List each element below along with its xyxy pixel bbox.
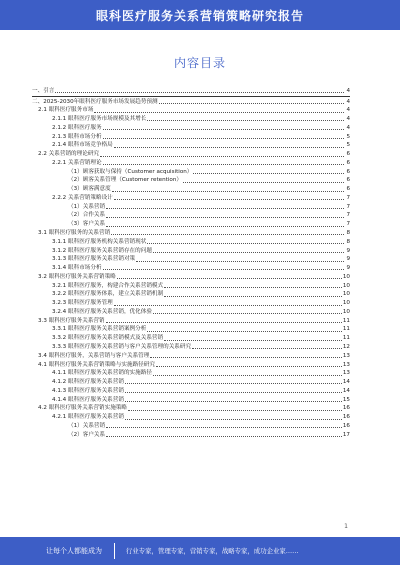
toc-entry-page: 12	[342, 343, 350, 350]
toc-entry-label: （1）关系营销	[68, 422, 106, 429]
toc-entry[interactable]	[32, 263, 350, 272]
toc-entry[interactable]	[32, 149, 350, 158]
toc-entry-page: 14	[342, 379, 350, 386]
toc-leader-dots	[100, 156, 344, 157]
toc-entry-page: 16	[342, 405, 350, 412]
toc-title: 内容目录	[173, 56, 226, 70]
footer-slogan: 让每个人都能成为	[46, 547, 102, 555]
toc-entry[interactable]	[32, 316, 350, 325]
toc-leader-dots	[128, 410, 342, 411]
document-title: 眼科医疗服务关系营销策略研究报告	[95, 8, 304, 23]
toc-entry-page: 17	[342, 431, 350, 438]
toc-leader-dots	[94, 112, 344, 113]
toc-entry[interactable]	[32, 404, 350, 413]
toc-entry-page: 8	[346, 230, 350, 237]
toc-entry-page: 4	[346, 116, 350, 123]
toc-leader-dots	[147, 243, 344, 244]
toc-entry-page: 6	[346, 168, 350, 175]
toc-entry[interactable]	[32, 325, 350, 334]
toc-entry-label: 4.1.3 眼科医疗服务关系营销	[52, 387, 124, 394]
toc-entry[interactable]	[32, 307, 350, 316]
toc-entry-label: 4.1.1 眼科医疗服务关系营销的实施路径	[52, 370, 152, 377]
footer-divider	[114, 543, 115, 559]
toc-leader-dots	[106, 436, 342, 437]
toc-entry-label: 3.1.3 眼科医疗服务关系营销对策	[52, 256, 136, 263]
toc-leader-dots	[153, 313, 342, 314]
toc-entry-page: 16	[342, 422, 350, 429]
toc-entry-label: 4.2 眼科医疗服务关系营销实施策略	[38, 405, 127, 412]
toc-entry[interactable]	[32, 132, 350, 141]
toc-leader-dots	[106, 427, 342, 428]
toc-leader-dots	[164, 340, 342, 341]
toc-leader-dots	[153, 252, 344, 253]
toc-leader-dots	[114, 305, 342, 306]
toc-entry-label: （3）顾客满意度	[68, 186, 111, 193]
toc-leader-dots	[150, 357, 342, 358]
toc-entry[interactable]	[32, 412, 350, 421]
toc-entry-page: 11	[342, 335, 350, 342]
toc-entry-page: 7	[346, 212, 350, 219]
toc-entry-page: 10	[342, 273, 350, 280]
toc-entry-label: （2）合作关系	[68, 212, 106, 219]
toc-entry-page: 7	[346, 221, 350, 228]
toc-entry-page: 9	[346, 265, 350, 272]
toc-leader-dots	[156, 366, 342, 367]
toc-entry-label: 2.1.1 眼科医疗服务市场规模及其增长	[52, 116, 147, 123]
toc-entry[interactable]	[32, 211, 350, 220]
toc-entry-label: 3.2.3 眼科医疗服务管理	[52, 300, 113, 307]
toc-leader-dots	[103, 164, 344, 165]
toc-leader-dots	[55, 92, 344, 93]
toc-leader-dots	[164, 287, 342, 288]
toc-entry-page: 13	[342, 352, 350, 359]
toc-leader-dots	[114, 199, 344, 200]
toc-leader-dots	[112, 191, 344, 192]
toc-entry-page: 11	[342, 317, 350, 324]
toc-entry[interactable]	[32, 421, 350, 430]
toc-entry-page: 4	[346, 124, 350, 131]
toc-entry-label: 3.2.1 眼科医疗服务，构建合作关系营销模式	[52, 282, 164, 289]
toc-leader-dots	[117, 278, 342, 279]
toc-entry-label: 3.3 眼科医疗服务关系营销	[38, 317, 105, 324]
toc-leader-dots	[147, 120, 344, 121]
toc-entry-label: 4.1.2 眼科医疗服务关系营销	[52, 379, 124, 386]
toc-leader-dots	[159, 103, 344, 104]
toc-entry-page: 10	[342, 282, 350, 289]
toc-entry[interactable]	[32, 202, 350, 211]
toc-leader-dots	[125, 383, 342, 384]
toc-entry[interactable]	[32, 114, 350, 123]
toc-entry-label: 3.1 眼科医疗服务的关系营销	[38, 230, 111, 237]
toc-entry[interactable]	[32, 193, 350, 202]
toc-entry-label: 2.1.2 眼科医疗服务	[52, 124, 102, 131]
toc-entry-page: 14	[342, 387, 350, 394]
toc-entry-label: 3.2.4 眼科医疗服务关系营销，优化体验	[52, 308, 152, 315]
toc-entry-page: 9	[346, 247, 350, 254]
toc-entry-page: 7	[346, 203, 350, 210]
toc-leader-dots	[164, 296, 342, 297]
toc-leader-dots	[125, 419, 342, 420]
toc-leader-dots	[103, 138, 344, 139]
document-header	[0, 0, 400, 30]
toc-leader-dots	[106, 217, 344, 218]
toc-entry[interactable]	[32, 369, 350, 378]
toc-entry[interactable]	[32, 167, 350, 176]
toc-entry-label: 二、2025-2030年眼科医疗服务市场发展趋势预测	[32, 98, 158, 105]
toc-entry[interactable]	[32, 176, 350, 185]
toc-entry-label: 3.4 眼科医疗服务，关系营销与客户关系管理	[38, 352, 150, 359]
toc-entry-page: 10	[342, 308, 350, 315]
footer-tagline: 行业专家，管理专家，营销专家，战略专家，成功企业家……	[126, 547, 299, 555]
toc-entry[interactable]	[32, 123, 350, 132]
toc-entry-page: 11	[342, 326, 350, 333]
toc-entry-label: 4.1.4 眼科医疗服务关系营销	[52, 396, 124, 403]
toc-entry-label: 3.1.2 眼科医疗服务关系营销存在的问题	[52, 247, 152, 254]
toc-leader-dots	[106, 226, 344, 227]
toc-entry-label: 2.2 关系营销的理论研究	[38, 151, 100, 158]
toc-leader-dots	[106, 322, 342, 323]
toc-entry-page: 4	[346, 87, 350, 94]
toc-entry-page: 7	[346, 194, 350, 201]
toc-entry-page: 6	[346, 159, 350, 166]
toc-entry[interactable]	[32, 158, 350, 167]
toc-entry[interactable]	[32, 219, 350, 228]
toc-entry-page: 6	[346, 151, 350, 158]
toc-entry[interactable]	[32, 395, 350, 404]
toc-entry-label: 一、引言	[32, 87, 55, 94]
toc-entry[interactable]	[32, 360, 350, 369]
toc-leader-dots	[125, 401, 342, 402]
toc-entry-page: 10	[342, 300, 350, 307]
toc-leader-dots	[103, 129, 344, 130]
document-footer	[0, 537, 400, 565]
toc-entry[interactable]	[32, 246, 350, 255]
table-of-contents	[32, 86, 350, 439]
toc-entry[interactable]	[32, 255, 350, 264]
toc-entry-label: 3.3.3 眼科医疗服务关系营销与客户关系管理的关系研究	[52, 343, 192, 350]
toc-entry[interactable]	[32, 237, 350, 246]
toc-entry-label: 2.2.1 关系营销理论	[52, 159, 102, 166]
toc-leader-dots	[125, 392, 342, 393]
toc-entry[interactable]	[32, 342, 350, 351]
toc-entry[interactable]	[32, 97, 350, 106]
toc-leader-dots	[193, 173, 344, 174]
toc-entry[interactable]	[32, 228, 350, 237]
toc-entry[interactable]	[32, 184, 350, 193]
toc-entry-label: （1）顾客获取与保持（Customer acquisition）	[68, 168, 193, 175]
toc-entry-label: 2.1.3 眼科市场分析	[52, 133, 102, 140]
toc-entry-page: 10	[342, 291, 350, 298]
toc-entry[interactable]	[32, 106, 350, 115]
toc-leader-dots	[114, 147, 344, 148]
toc-leader-dots	[183, 182, 344, 183]
toc-entry-page: 15	[342, 396, 350, 403]
toc-entry[interactable]	[32, 386, 350, 395]
toc-entry-label: 2.1.4 眼科市场竞争格局	[52, 142, 113, 149]
toc-entry-page: 13	[342, 370, 350, 377]
toc-entry-label: （3）客户关系	[68, 221, 106, 228]
toc-entry-page: 5	[346, 133, 350, 140]
toc-entry[interactable]	[32, 430, 350, 439]
toc-leader-dots	[106, 208, 344, 209]
toc-entry[interactable]	[32, 377, 350, 386]
toc-entry-label: 2.1 眼科医疗服务市场	[38, 107, 94, 114]
toc-entry[interactable]	[32, 333, 350, 342]
toc-entry[interactable]	[32, 281, 350, 290]
toc-entry-label: 3.1.1 眼科医疗服务机构关系营销现状	[52, 238, 147, 245]
toc-entry-page: 8	[346, 238, 350, 245]
toc-entry-label: 3.2 眼科医疗服务关系营销策略	[38, 273, 116, 280]
toc-entry-label: 3.1.4 眼科市场分析	[52, 265, 102, 272]
toc-entry-label: 4.2.1 眼科医疗服务关系营销	[52, 414, 124, 421]
toc-entry-label: 3.3.1 眼科医疗服务关系营销案例分析	[52, 326, 147, 333]
toc-entry[interactable]	[32, 298, 350, 307]
toc-entry-page: 9	[346, 256, 350, 263]
toc-leader-dots	[192, 348, 342, 349]
toc-entry-page: 6	[346, 186, 350, 193]
toc-entry-label: 3.3.2 眼科医疗服务关系营销模式及关系营销	[52, 335, 164, 342]
toc-entry-page: 16	[342, 414, 350, 421]
toc-entry[interactable]	[32, 272, 350, 281]
toc-entry-label: 2.2.2 关系营销策略设计	[52, 194, 113, 201]
toc-entry-page: 4	[346, 98, 350, 105]
page-number: 1	[344, 523, 348, 530]
toc-entry-page: 6	[346, 177, 350, 184]
toc-leader-dots	[147, 331, 342, 332]
toc-entry[interactable]	[32, 86, 350, 95]
toc-entry-label: （1）关系营销	[68, 203, 106, 210]
toc-entry-page: 13	[342, 361, 350, 368]
toc-leader-dots	[103, 269, 344, 270]
toc-entry-label: 4.1 眼科医疗服务关系营销策略与实施路径研究	[38, 361, 155, 368]
toc-entry[interactable]	[32, 290, 350, 299]
toc-entry-label: 3.2.2 眼科医疗服务体系，建立关系营销机制	[52, 291, 164, 298]
toc-entry[interactable]	[32, 141, 350, 150]
toc-entry-page: 5	[346, 142, 350, 149]
toc-entry-label: （2）顾客关系管理（Customer retention）	[68, 177, 182, 184]
toc-entry[interactable]	[32, 351, 350, 360]
toc-leader-dots	[153, 375, 342, 376]
toc-leader-dots	[136, 261, 344, 262]
toc-leader-dots	[111, 234, 344, 235]
toc-entry-page: 4	[346, 107, 350, 114]
toc-entry-label: （2）客户关系	[68, 431, 106, 438]
